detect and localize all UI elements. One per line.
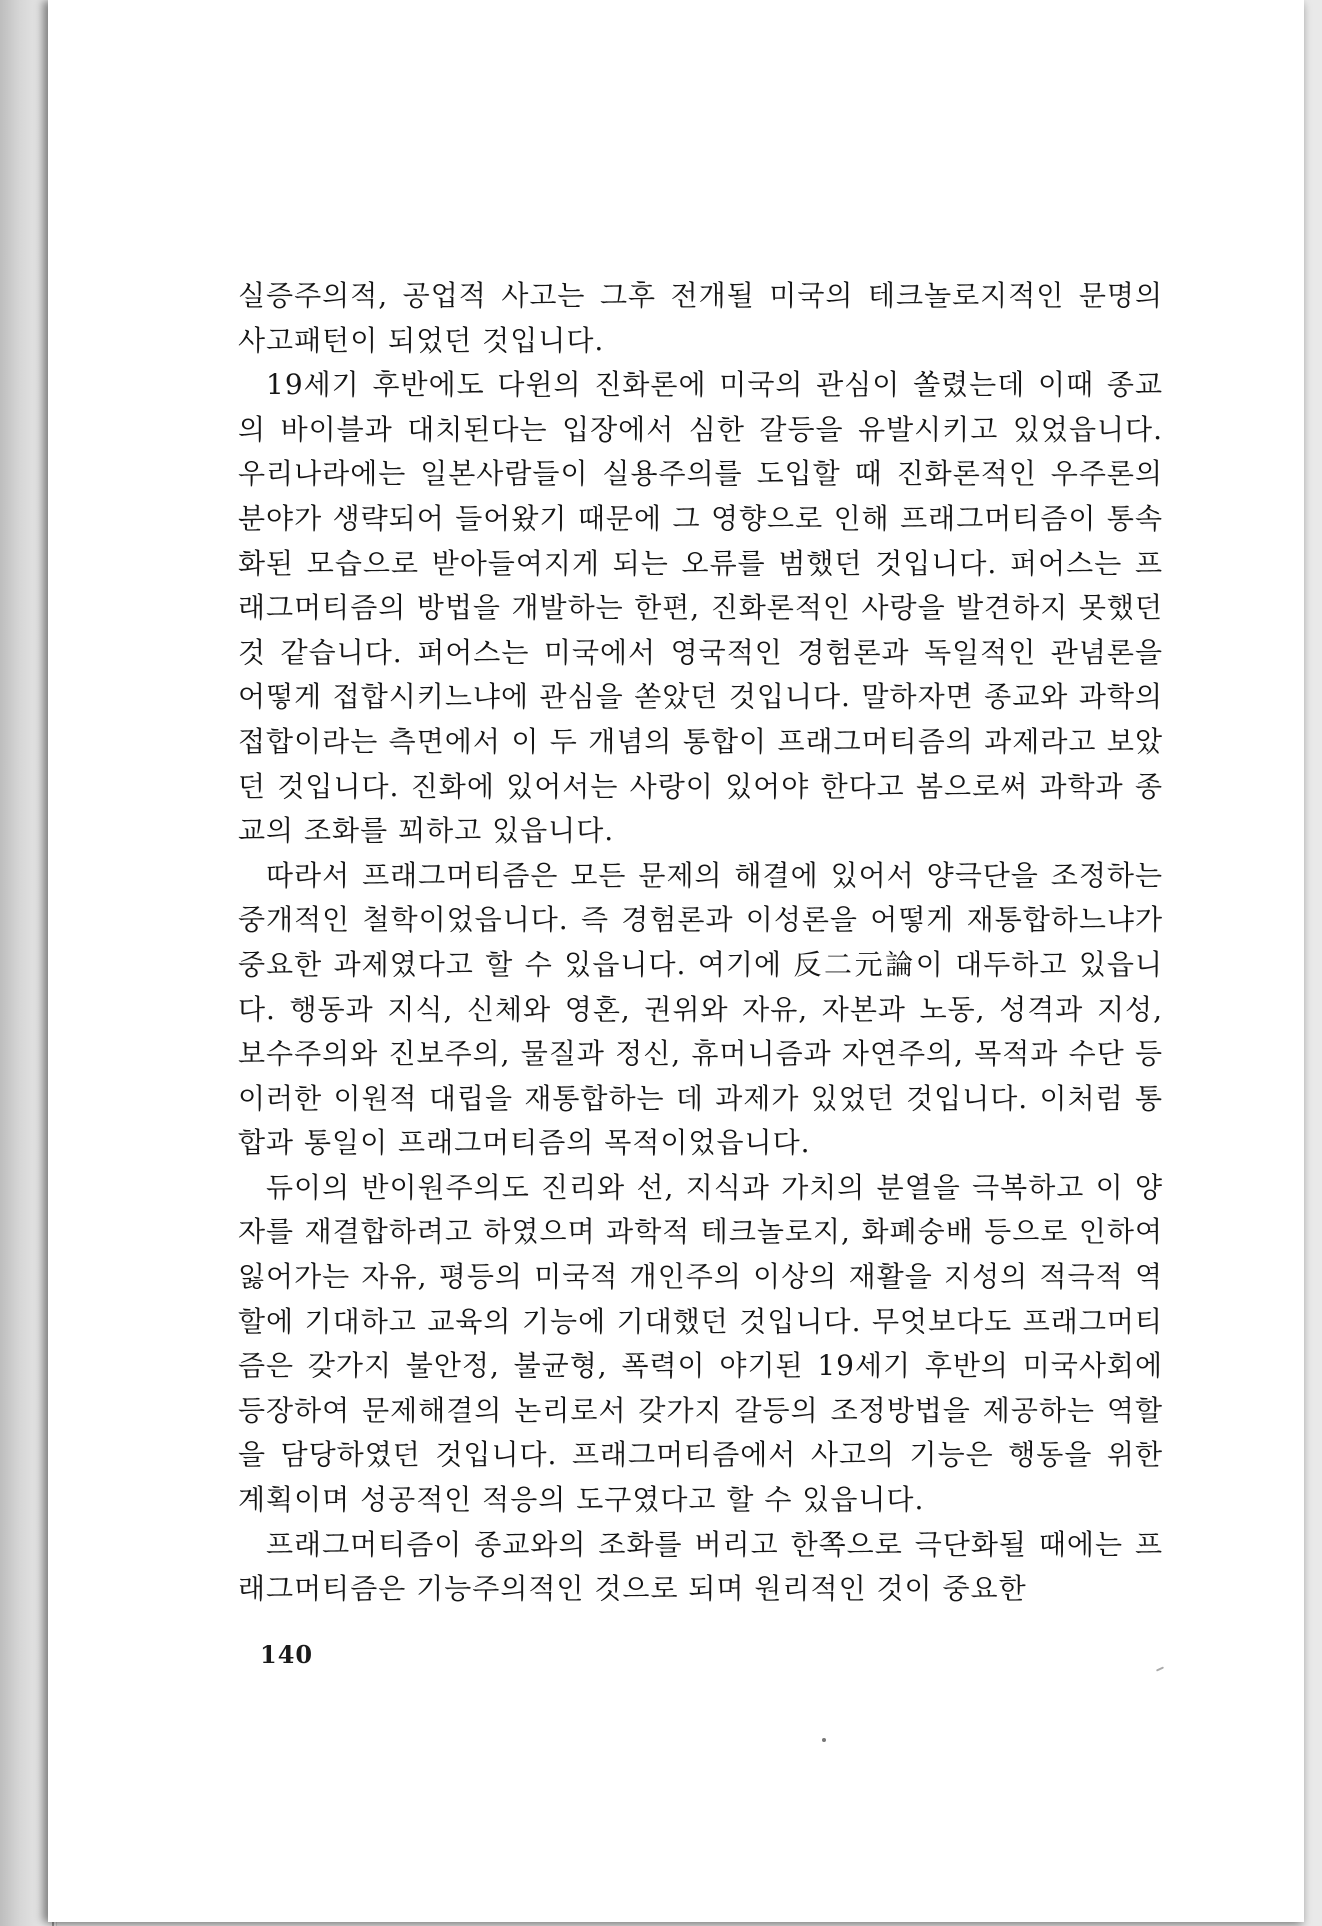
paragraph-2: 19세기 후반에도 다윈의 진화론에 미국의 관심이 쏠렸는데 이때 종교의 바이블과 대치된다는 입장에서 심한 갈등을 유발시키고 있었읍니다. 우리나라에는 일본사람들이 실용주의를 도입할 때 진화론적인 우주론의 분야가 생략되어 들어왔기 때문에 그 영향으로 인해 프래그머티즘이 통속화된 모습으로 받아들여지게 되는 오류를 범했던 것입니다. 퍼어스는 프래그머티즘의 방법을 개발하는 한편, 진화론적인 사랑을 발견하지 못했던 것 같습니다. 퍼어스는 미국에서 영국적인 경험론과 독일적인 관념론을 어떻게 접합시키느냐에 관심을 쏟았던 것입니다. 말하자면 종교와 과학의 접합이라는 측면에서 이 두 개념의 통합이 프래그머티즘의 과제라고 보았던 것입니다. 진화에 있어서는 사랑이 있어야 한다고 봄으로써 과학과 종교의 조화를 꾀하고 있읍니다. xyxy=(238,368,1163,848)
paragraph-1: 실증주의적, 공업적 사고는 그후 전개될 미국의 테크놀로지적인 문명의 사고패턴이 되었던 것입니다. xyxy=(238,279,1163,357)
body-text xyxy=(238,274,1163,1612)
paragraph-3: 따라서 프래그머티즘은 모든 문제의 해결에 있어서 양극단을 조정하는 중개적인 철학이었읍니다. 즉 경험론과 이성론을 어떻게 재통합하느냐가 중요한 과제였다고 할 수 있읍니다. 여기에 反二元論이 대두하고 있읍니다. 행동과 지식, 신체와 영혼, 권위와 자유, 자본과 노동, 성격과 지성, 보수주의와 진보주의, 물질과 정신, 휴머니즘과 자연주의, 목적과 수단 등 이러한 이원적 대립을 재통합하는 데 과제가 있었던 것입니다. 이처럼 통합과 통일이 프래그머티즘의 목적이었읍니다. xyxy=(238,858,1163,1160)
paragraph-4: 듀이의 반이원주의도 진리와 선, 지식과 가치의 분열을 극복하고 이 양자를 재결합하려고 하였으며 과학적 테크놀로지, 화폐숭배 등으로 인하여 잃어가는 자유, 평등의 미국적 개인주의 이상의 재활을 지성의 적극적 역할에 기대하고 교육의 기능에 기대했던 것입니다. 무엇보다도 프래그머티즘은 갖가지 불안정, 불균형, 폭력이 야기된 19세기 후반의 미국사회에 등장하여 문제해결의 논리로서 갖가지 갈등의 조정방법을 제공하는 역할을 담당하였던 것입니다. 프래그머티즘에서 사고의 기능은 행동을 위한 계획이며 성공적인 적응의 도구였다고 할 수 있읍니다. xyxy=(238,1170,1163,1517)
scan-speck xyxy=(822,1738,826,1742)
page-number: 140 xyxy=(260,1640,314,1669)
paragraph-5: 프래그머티즘이 종교와의 조화를 버리고 한쪽으로 극단화될 때에는 프래그머티즘은 기능주의적인 것으로 되며 원리적인 것이 중요한 xyxy=(238,1527,1163,1606)
